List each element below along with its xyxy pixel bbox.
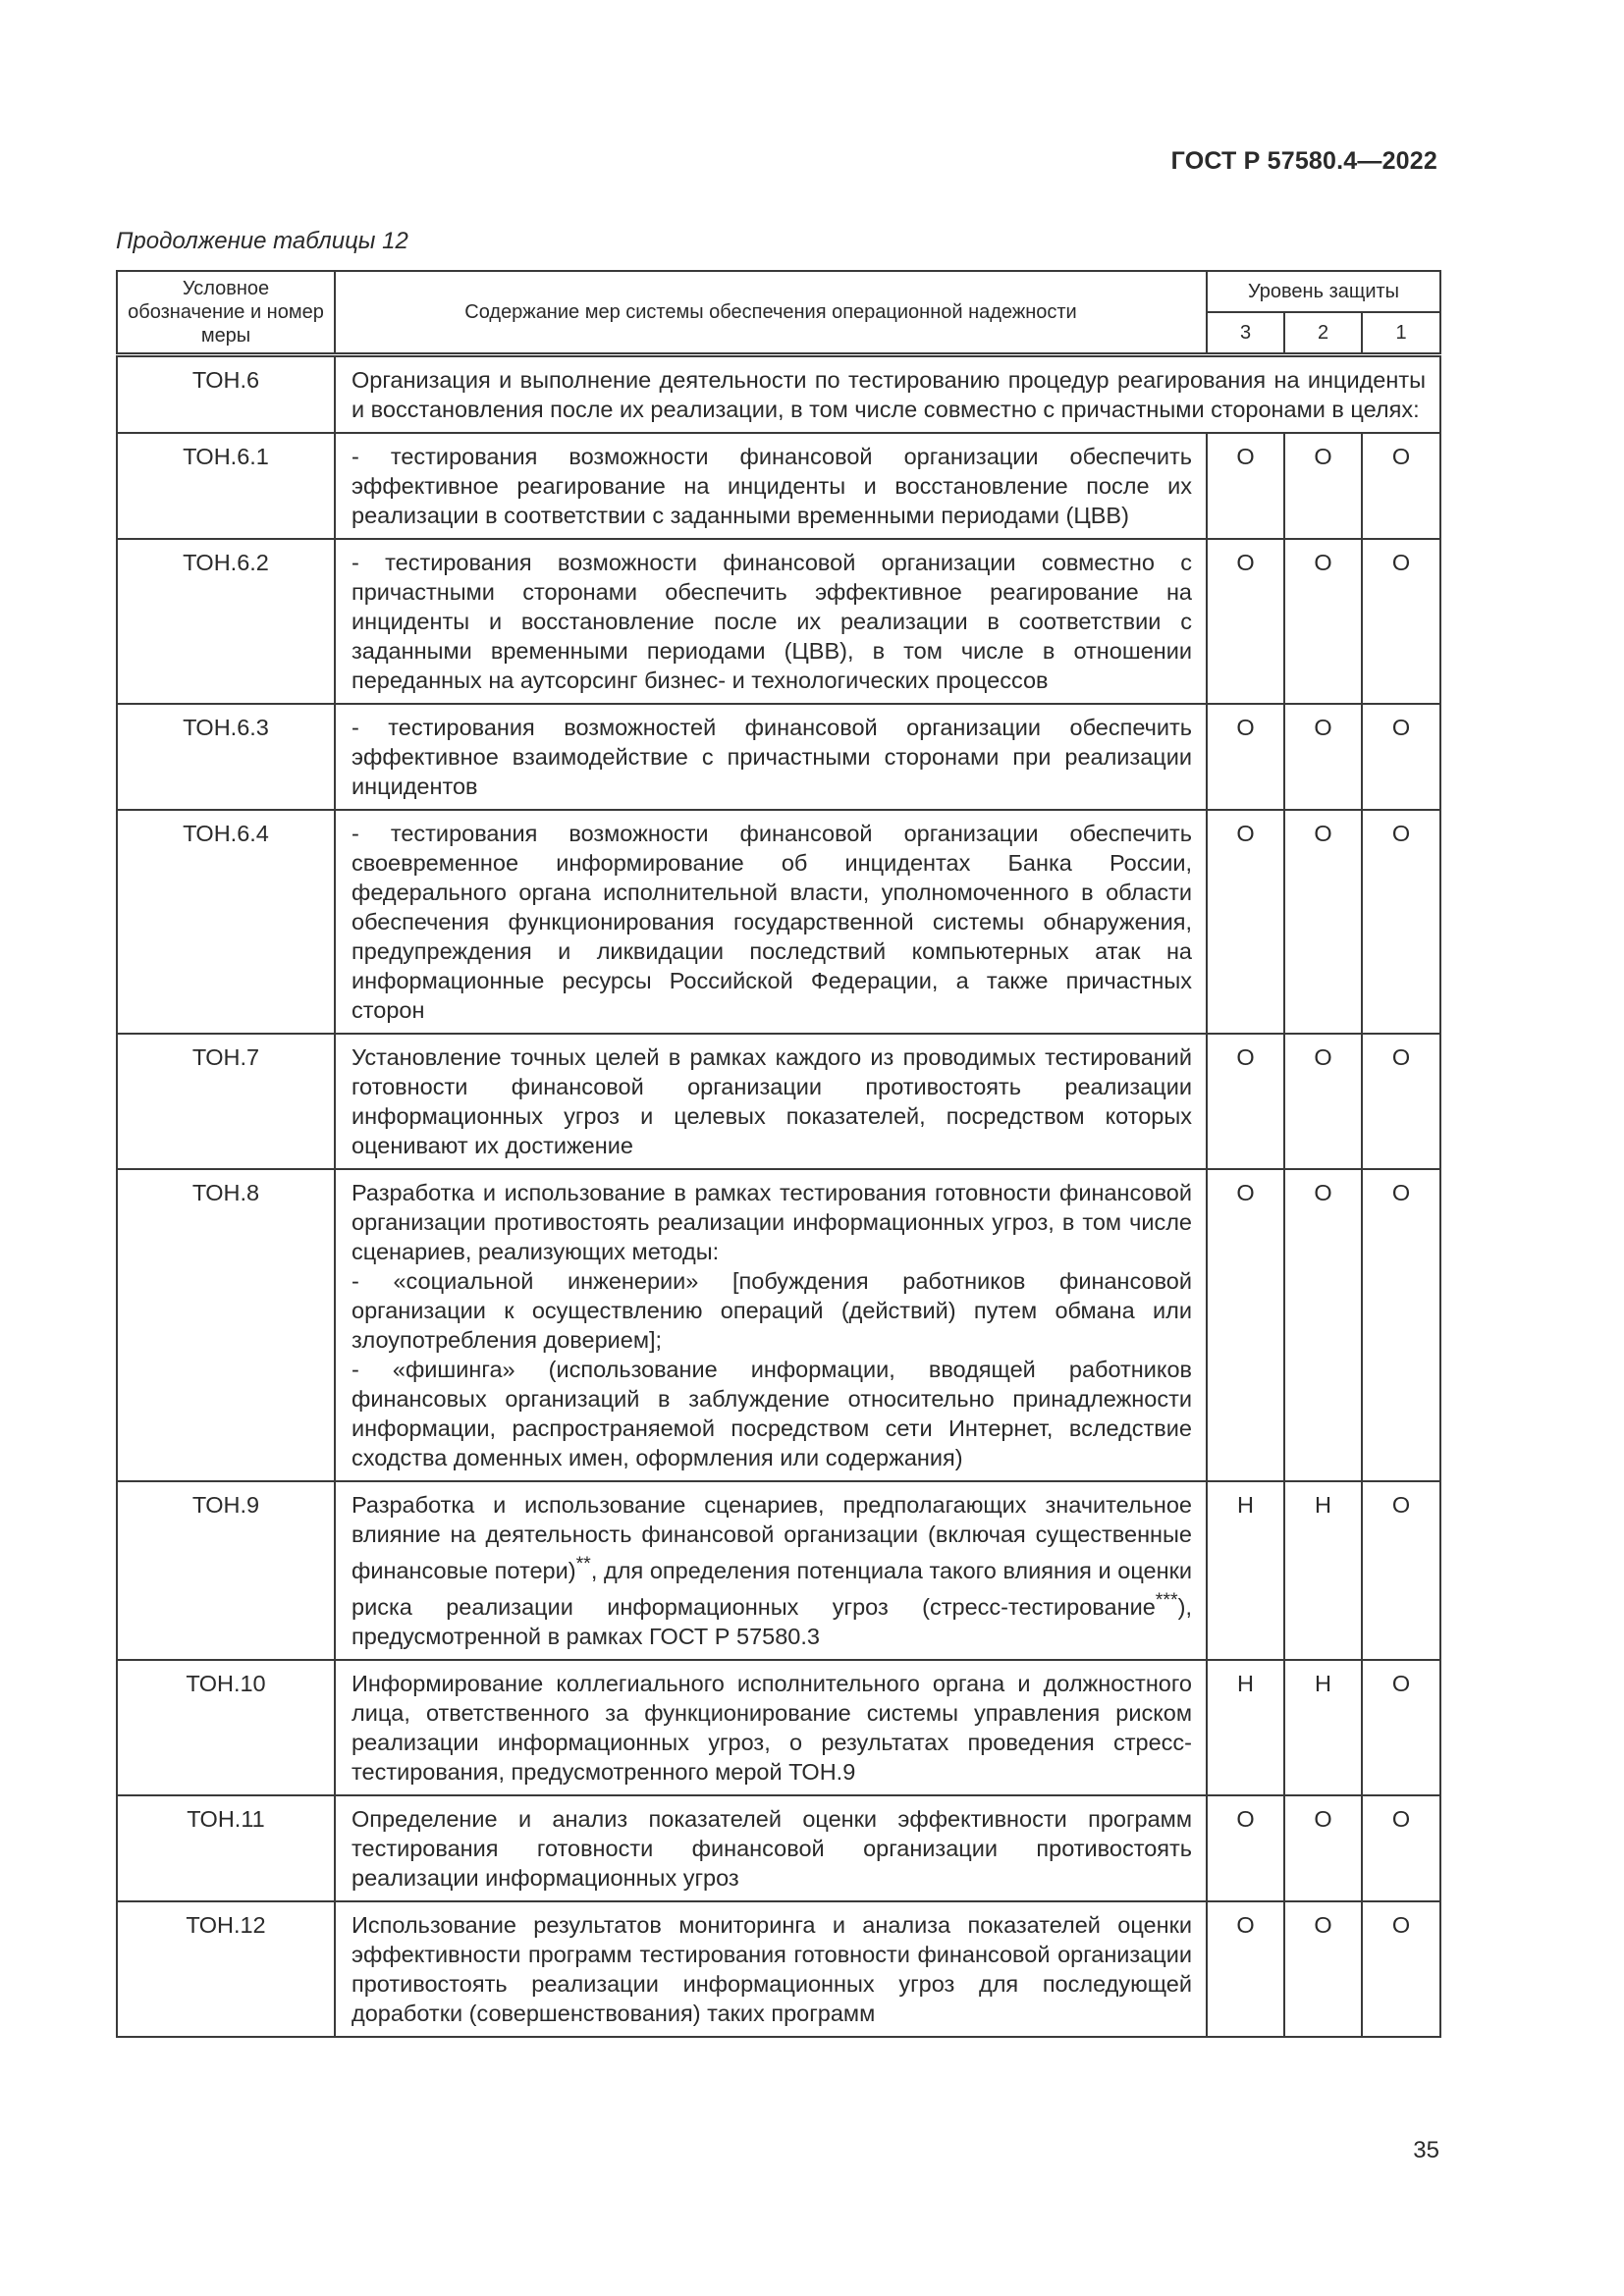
measure-text-line: Разработка и использование в рамках тестирования готовности финансовой организации противостоять реализации информационных угроз, в том числе сценариев, реализующих методы:	[352, 1180, 1192, 1264]
level-2-value: О	[1284, 433, 1362, 539]
measure-code: ТОН.7	[117, 1034, 335, 1169]
level-3-value: О	[1207, 433, 1284, 539]
measure-code: ТОН.6.1	[117, 433, 335, 539]
table-row	[117, 1481, 1440, 1660]
measure-text: - тестирования возможностей финансовой организации обеспечить эффективное взаимодействие с причастными сторонами при реализации инцидентов	[335, 704, 1207, 810]
level-2-value: О	[1284, 704, 1362, 810]
measure-code: ТОН.12	[117, 1901, 335, 2037]
column-header-content: Содержание мер системы обеспечения операционной надежности	[335, 271, 1207, 355]
measure-text-line: - «фишинга» (использование информации, вводящей работников финансовых организаций в заблуждение относительно принадлежности информации, распространяемой посредством сети Интернет, вследствие сходства доменных имен, оформления или содержания)	[352, 1357, 1192, 1470]
column-header-protection-level: Уровень защиты	[1207, 271, 1440, 312]
column-header-level-2: 2	[1284, 312, 1362, 355]
table-row	[117, 1901, 1440, 2037]
measure-text: Использование результатов мониторинга и анализа показателей оценки эффективности программ тестирования готовности финансовой организации противостоять реализации информационных угроз для последующей доработки (совершенствования) таких программ	[335, 1901, 1207, 2037]
level-1-value: О	[1362, 1034, 1440, 1169]
level-2-value: О	[1284, 810, 1362, 1034]
level-3-value: Н	[1207, 1660, 1284, 1795]
table-row	[117, 433, 1440, 539]
table-row	[117, 355, 1440, 434]
table-row	[117, 1795, 1440, 1901]
level-3-value: О	[1207, 704, 1284, 810]
level-1-value: О	[1362, 704, 1440, 810]
column-header-code: Условное обозначение и номер меры	[117, 271, 335, 355]
level-3-value: О	[1207, 1169, 1284, 1481]
level-3-value: Н	[1207, 1481, 1284, 1660]
measures-table	[116, 270, 1441, 2038]
table-caption: Продолжение таблицы 12	[116, 228, 408, 254]
table-row	[117, 810, 1440, 1034]
table-row	[117, 1034, 1440, 1169]
column-header-level-1: 1	[1362, 312, 1440, 355]
measure-text-part: Разработка и использование сценариев, предполагающих значительное влияние на деятельность финансовой организации (включая существенные финансовые потери)	[352, 1492, 1192, 1583]
measure-text-part: , для определения потенциала такого влияния и оценки риска реализации информационных угроз (стресс-тестирование	[352, 1557, 1192, 1620]
table-row	[117, 539, 1440, 704]
document-code: ГОСТ Р 57580.4—2022	[1170, 147, 1437, 175]
column-header-level-3: 3	[1207, 312, 1284, 355]
level-3-value: О	[1207, 1901, 1284, 2037]
level-1-value: О	[1362, 1660, 1440, 1795]
level-2-value: О	[1284, 539, 1362, 704]
measure-code: ТОН.6	[117, 355, 335, 434]
measure-text: Установление точных целей в рамках каждого из проводимых тестирований готовности финансовой организации противостоять реализации информационных угроз и целевых показателей, посредством которых оценивают их достижение	[335, 1034, 1207, 1169]
level-2-value: О	[1284, 1901, 1362, 2037]
page-number: 35	[1413, 2137, 1439, 2163]
level-1-value: О	[1362, 810, 1440, 1034]
measure-code: ТОН.6.4	[117, 810, 335, 1034]
measure-text-line: - «социальной инженерии» [побуждения работников финансовой организации к осуществлению операций (действий) путем обмана или злоупотребления доверием];	[352, 1268, 1192, 1353]
measure-code: ТОН.8	[117, 1169, 335, 1481]
table-row	[117, 704, 1440, 810]
level-2-value: Н	[1284, 1481, 1362, 1660]
measure-text-part: ), предусмотренной в рамках ГОСТ Р 57580.3	[352, 1593, 1192, 1649]
measure-code: ТОН.10	[117, 1660, 335, 1795]
level-3-value: О	[1207, 1795, 1284, 1901]
table-row	[117, 1169, 1440, 1481]
level-2-value: Н	[1284, 1660, 1362, 1795]
measure-text	[335, 1169, 1207, 1481]
measure-text: - тестирования возможности финансовой организации обеспечить эффективное реагирование на инциденты и восстановление после их реализации в соответствии с заданными временными периодами (ЦВВ)	[335, 433, 1207, 539]
measure-text: - тестирования возможности финансовой организации обеспечить своевременное информирование об инцидентах Банка России, федерального органа исполнительной власти, уполномоченного в области обеспечения функционирования государственной системы обнаружения, предупреждения и ликвидации последствий компьютерных атак на информационные ресурсы Российской Федерации, а также причастных сторон	[335, 810, 1207, 1034]
footnote-mark: **	[575, 1553, 591, 1575]
measure-code: ТОН.9	[117, 1481, 335, 1660]
footnote-mark: ***	[1155, 1588, 1178, 1611]
level-1-value: О	[1362, 1169, 1440, 1481]
level-1-value: О	[1362, 433, 1440, 539]
level-1-value: О	[1362, 1481, 1440, 1660]
measure-text	[335, 1481, 1207, 1660]
level-3-value: О	[1207, 810, 1284, 1034]
level-2-value: О	[1284, 1169, 1362, 1481]
level-1-value: О	[1362, 1795, 1440, 1901]
measure-text: - тестирования возможности финансовой организации совместно с причастными сторонами обеспечить эффективное реагирование на инциденты и восстановление после их реализации в соответствии с заданными временными периодами (ЦВВ), в том числе в отношении переданных на аутсорсинг бизнес- и технологических процессов	[335, 539, 1207, 704]
level-1-value: О	[1362, 1901, 1440, 2037]
measure-code: ТОН.11	[117, 1795, 335, 1901]
measure-text: Информирование коллегиального исполнительного органа и должностного лица, ответственного за функционирование системы управления риском реализации информационных угроз, о результатах проведения стресс-тестирования, предусмотренного мерой ТОН.9	[335, 1660, 1207, 1795]
level-3-value: О	[1207, 1034, 1284, 1169]
measure-text: Определение и анализ показателей оценки эффективности программ тестирования готовности финансовой организации противостоять реализации информационных угроз	[335, 1795, 1207, 1901]
table-row	[117, 1660, 1440, 1795]
level-2-value: О	[1284, 1034, 1362, 1169]
level-3-value: О	[1207, 539, 1284, 704]
measure-text: Организация и выполнение деятельности по тестированию процедур реагирования на инциденты и восстановления после их реализации, в том числе совместно с причастными сторонами в целях:	[335, 355, 1440, 434]
measure-code: ТОН.6.2	[117, 539, 335, 704]
level-2-value: О	[1284, 1795, 1362, 1901]
level-1-value: О	[1362, 539, 1440, 704]
measure-code: ТОН.6.3	[117, 704, 335, 810]
